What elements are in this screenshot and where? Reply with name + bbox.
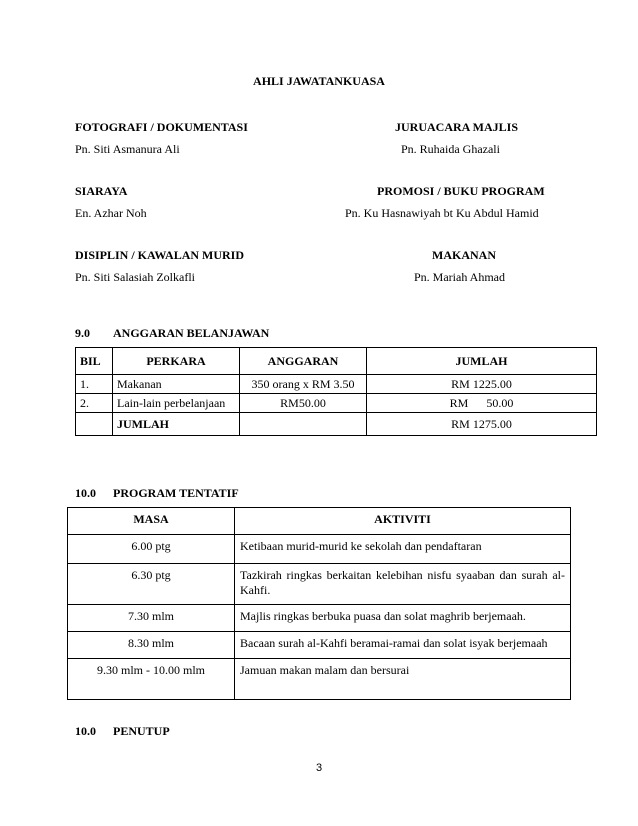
cell-perkara: Makanan bbox=[113, 375, 240, 394]
cell-aktiviti: Majlis ringkas berbuka puasa dan solat maghrib berjemaah. bbox=[235, 605, 571, 632]
header-perkara: PERKARA bbox=[113, 348, 240, 375]
cell-jumlah: RM 1225.00 bbox=[367, 375, 597, 394]
name-juruacara: Pn. Ruhaida Ghazali bbox=[401, 142, 500, 156]
budget-number: 9.0 bbox=[75, 326, 90, 340]
header-aktiviti: AKTIVITI bbox=[235, 508, 571, 535]
role-siaraya: SIARAYA bbox=[75, 184, 128, 198]
cell-masa: 6.30 ptg bbox=[68, 564, 235, 605]
role-makanan: MAKANAN bbox=[432, 248, 496, 262]
header-masa: MASA bbox=[68, 508, 235, 535]
name-makanan: Pn. Mariah Ahmad bbox=[414, 270, 505, 284]
budget-heading: ANGGARAN BELANJAWAN bbox=[113, 326, 270, 340]
role-promosi: PROMOSI / BUKU PROGRAM bbox=[377, 184, 545, 198]
cell-masa: 7.30 mlm bbox=[68, 605, 235, 632]
program-row bbox=[68, 564, 571, 605]
budget-header-row bbox=[76, 348, 597, 375]
cell-anggaran: RM50.00 bbox=[240, 394, 367, 413]
program-number: 10.0 bbox=[75, 486, 96, 500]
header-jumlah: JUMLAH bbox=[367, 348, 597, 375]
cell-empty bbox=[240, 413, 367, 436]
cell-aktiviti: Bacaan surah al-Kahfi beramai-ramai dan solat isyak berjemaah bbox=[235, 632, 571, 659]
name-disiplin: Pn. Siti Salasiah Zolkafli bbox=[75, 270, 195, 284]
name-fotografi: Pn. Siti Asmanura Ali bbox=[75, 142, 180, 156]
role-juruacara: JURUACARA MAJLIS bbox=[395, 120, 519, 134]
cell-aktiviti: Tazkirah ringkas berkaitan kelebihan nisfu syaaban dan surah al-Kahfi. bbox=[235, 564, 571, 605]
program-row bbox=[68, 632, 571, 659]
cell-aktiviti: Ketibaan murid-murid ke sekolah dan pendaftaran bbox=[235, 535, 571, 564]
cell-perkara: Lain-lain perbelanjaan bbox=[113, 394, 240, 413]
program-heading: PROGRAM TENTATIF bbox=[113, 486, 239, 500]
page-number: 3 bbox=[315, 762, 323, 774]
program-table bbox=[67, 507, 571, 700]
program-row bbox=[68, 605, 571, 632]
cell-masa: 9.30 mlm - 10.00 mlm bbox=[68, 659, 235, 700]
cell-masa: 8.30 mlm bbox=[68, 632, 235, 659]
program-header-row bbox=[68, 508, 571, 535]
cell-jumlah: RM 50.00 bbox=[367, 394, 597, 413]
program-row bbox=[68, 535, 571, 564]
cell-bil: 2. bbox=[76, 394, 113, 413]
budget-row bbox=[76, 394, 597, 413]
cell-masa: 6.00 ptg bbox=[68, 535, 235, 564]
cell-aktiviti: Jamuan makan malam dan bersurai bbox=[235, 659, 571, 700]
total-value: RM 1275.00 bbox=[367, 413, 597, 436]
name-siaraya: En. Azhar Noh bbox=[75, 206, 147, 220]
total-label: JUMLAH bbox=[113, 413, 240, 436]
page-title: AHLI JAWATANKUASA bbox=[253, 74, 385, 88]
program-row bbox=[68, 659, 571, 700]
cell-bil: 1. bbox=[76, 375, 113, 394]
role-fotografi: FOTOGRAFI / DOKUMENTASI bbox=[75, 120, 248, 134]
role-disiplin: DISIPLIN / KAWALAN MURID bbox=[75, 248, 245, 262]
budget-table bbox=[75, 347, 597, 436]
budget-row bbox=[76, 375, 597, 394]
header-bil: BIL bbox=[76, 348, 113, 375]
closing-heading: PENUTUP bbox=[113, 724, 170, 738]
name-promosi: Pn. Ku Hasnawiyah bt Ku Abdul Hamid bbox=[345, 206, 539, 220]
closing-number: 10.0 bbox=[75, 724, 96, 738]
cell-empty bbox=[76, 413, 113, 436]
budget-total-row bbox=[76, 413, 597, 436]
cell-anggaran: 350 orang x RM 3.50 bbox=[240, 375, 367, 394]
header-anggaran: ANGGARAN bbox=[240, 348, 367, 375]
